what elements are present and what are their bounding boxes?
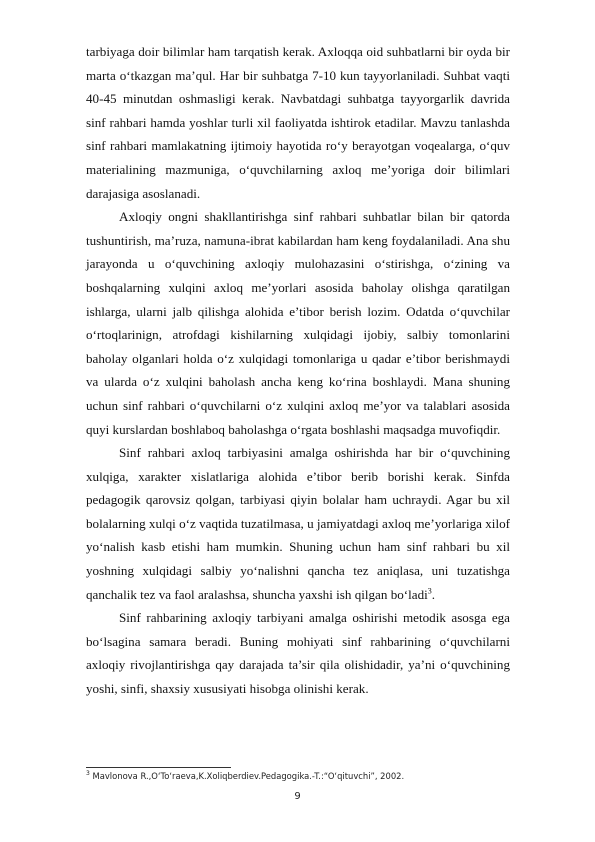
paragraph-4: Sinf rahbarining axloqiy tarbiyani amalga oshirishi metodik asosga ega bo‘lsagina samara beradi. Buning mohiyati sinf rahbarining o‘quvchilarni axloqiy rivojlantirishga qay darajada ta’sir qila olishidadir, ya’ni o‘quvchining yoshi, sinfi, shaxsiy xususiyati hisobga olinishi kerak. xyxy=(86,610,510,697)
footnote-reference[interactable]: 3 xyxy=(427,586,432,596)
page-number: 9 xyxy=(294,791,301,802)
body-text xyxy=(86,40,510,701)
footnote-text: Mavlonova R.,O‘To‘raeva,K.Xoliqberdiev.Pedagogika.-T.:“O‘qituvchi”, 2002. xyxy=(89,771,405,781)
paragraph-3-end: . xyxy=(431,586,436,602)
paragraph-1: tarbiyaga doir bilimlar ham tarqatish kerak. Axloqqa oid suhbatlarni bir oyda bir marta o‘tkazgan ma’qul. Har bir suhbatga 7-10 kun tayyorlaniladi. Suhbat vaqti 40-45 minutdan oshmasligi kerak. Navbatdagi suhbatga tayyorgarlik davrida sinf rahbari hamda yoshlar turli xil faoliyatda ishtirok etadilar. Mavzu tanlashda sinf rahbari mamlakatning ijtimoiy hayotida ro‘y berayotgan voqealarga, o‘quv materialining mazmuniga, o‘quvchilarning axloq me’yoriga doir bilimlari darajasiga asoslanadi. xyxy=(86,44,510,201)
paragraph-2: Axloqiy ongni shakllantirishga sinf rahbari suhbatlar bilan bir qatorda tushuntirish, ma’ruza, namuna-ibrat kabilardan ham keng foydalaniladi. Ana shu jarayonda u o‘quvchining axloqiy mulohazasini o‘stirishga, o‘zining va boshqalarning xulqini axloq me’yorlari asosida baholay olishga qaratilgan ishlarga, ularni jalb qilishga alohida e’tibor berish lozim. Odatda o‘quvchilar o‘rtoqlarinign, atrofdagi kishilarning xulqidagi ijobiy, salbiy tomonlarini baholay olganlari holda o‘z xulqidagi tomonlariga u qadar e’tibor berishmaydi va ularda o‘z xulqini baholash ancha keng ko‘rina boshlaydi. Mana shuning uchun sinf rahbari o‘quvchilarni o‘z xulqini axloq me’yor va talablari asosida quyi kurslardan boshlaboq baholashga o‘rgata boshlashi maqsadga muvofiqdir. xyxy=(86,209,510,437)
footnote xyxy=(86,770,516,782)
paragraph-3-text: Sinf rahbari axloq tarbiyasini amalga oshirishda har bir o‘quvchining xulqiga, xarakter xislatlariga alohida e’tibor berib borishi kerak. Sinfda pedagogik qarovsiz qolgan, tarbiyasi qiyin bolalar ham uchraydi. Agar bu xil bolalarning xulqi o‘z vaqtida tuzatilmasa, u jamiyatdagi axloq me’yorlariga xilof yo‘nalish kasb etishi ham mumkin. Shuning uchun ham sinf rahbari bu xil yoshning xulqidagi salbiy yo‘nalishni qancha tez aniqlasa, uni tuzatishga qanchalik tez va faol aralashsa, shuncha yaxshi ish qilgan bo‘ladi xyxy=(86,445,510,602)
footnote-marker: 3 xyxy=(86,770,90,778)
footnote-separator xyxy=(86,767,231,768)
paragraph-3 xyxy=(86,441,510,606)
